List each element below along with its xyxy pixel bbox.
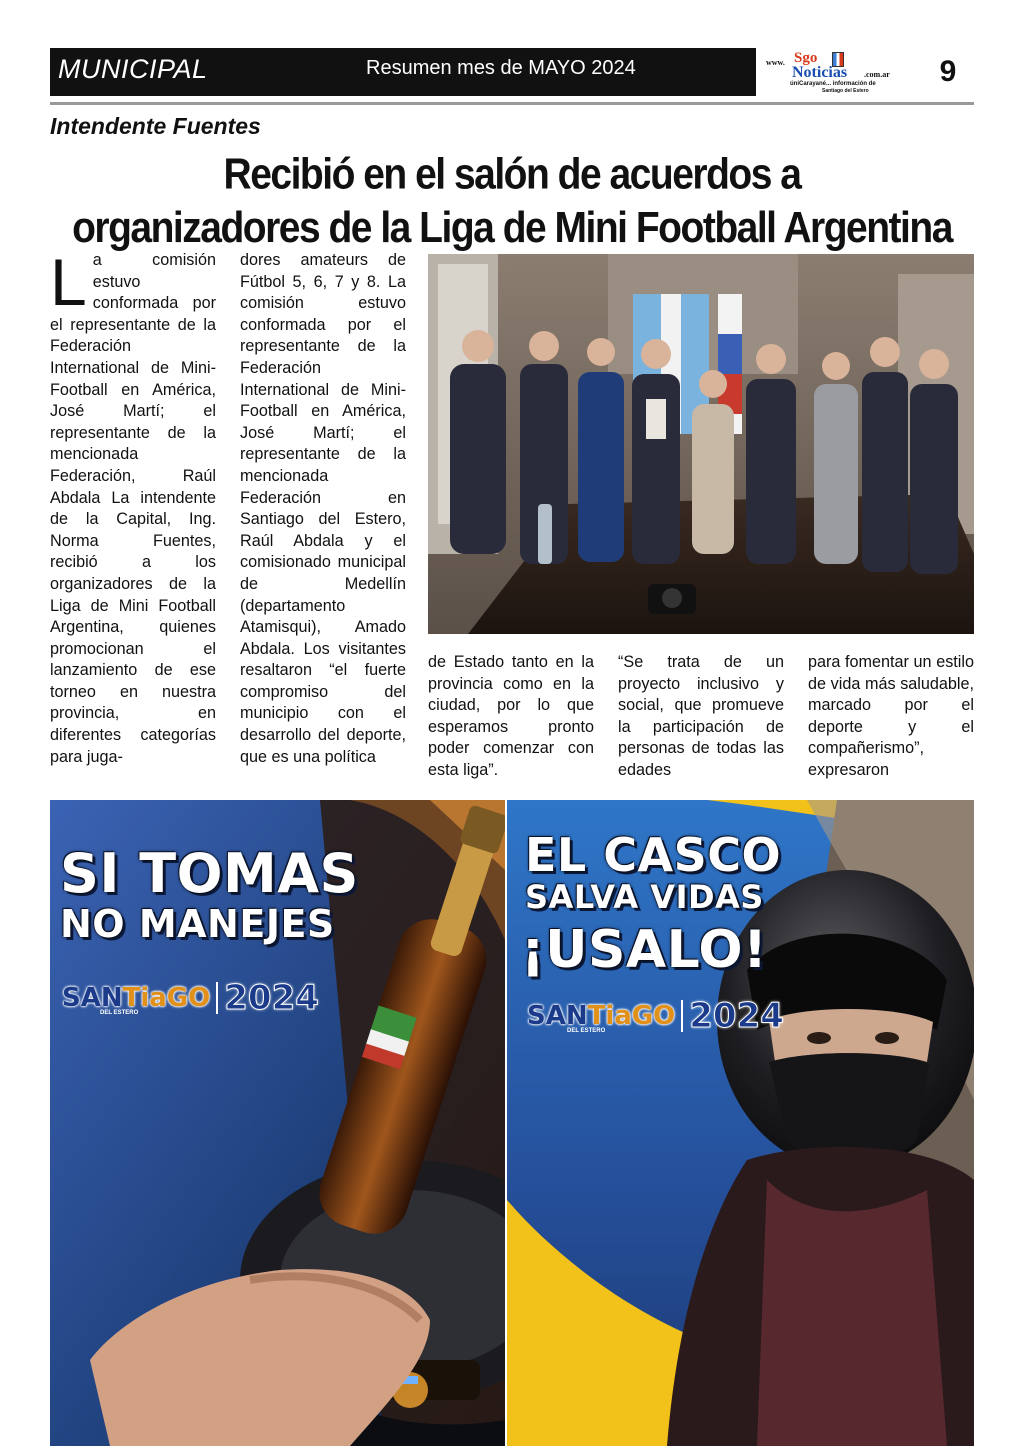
ad-2-brand-name xyxy=(527,1001,675,1031)
article-column-5: para fomentar un estilo de vida más saludable, marcado por el deporte y el compañerismo”, expresaron xyxy=(808,653,974,779)
ad-1-brand-sub: DEL ESTERO xyxy=(100,1010,139,1016)
publication-logo xyxy=(762,50,918,94)
column-1-text: a comisión estuvo conformada por el representante de la Federación International de Mini-Football en América, José Martí; el representante de la mencionada Federación, Raúl Abdala La intendente de la Capital, Ing. Norma Fuentes, recibió a los organizadores de la Liga de Mini Football Argentina, quienes promocionan el lanzamiento de ese torneo en nuestra provincia, en diferentes categorías para juga- xyxy=(50,251,216,766)
ad-1-line-1: SI TOMAS xyxy=(60,842,359,905)
section-label: MUNICIPAL xyxy=(58,54,208,84)
article-column-2: dores amateurs de Fútbol 5, 6, 7 y 8. La comisión estuvo conformada por el representante de la Federación International de Mini-Football en América, José Martí; el representante de la mencionada Federación en Santiago del Estero, Raúl Abdala y el comisionado municipal de Medellín (departamento Atamisqui), Amado Abdala. Los visitantes resaltaron “el fuerte compromiso del municipio con el desarrollo del deporte, que es una política xyxy=(240,251,406,766)
ad-1-brand-name xyxy=(62,983,210,1013)
ad-helmet xyxy=(507,800,974,1446)
logo-www: www. xyxy=(766,58,785,67)
header-bar xyxy=(50,48,756,96)
ad-2-brand xyxy=(527,996,784,1036)
ad-2-line-1: EL CASCO xyxy=(525,828,782,882)
logo-tagline: úniCarayané... información de xyxy=(790,81,876,87)
article-column-3: de Estado tanto en la provincia como en la ciudad, por lo que esperamos pronto poder comenzar con esta liga”. xyxy=(428,653,594,779)
ad-2-brand-b: TiaGO xyxy=(587,1001,676,1031)
ad-2-line-3: ¡USALO! xyxy=(521,920,768,980)
ad-2-brand-year: 2024 xyxy=(689,996,784,1036)
logo-tagline-2: Santiago del Estero xyxy=(822,88,869,94)
page-number: 9 xyxy=(939,55,957,88)
ad-drink-driving xyxy=(50,800,505,1446)
ad-2-brand-sub: DEL ESTERO xyxy=(567,1028,606,1034)
ad-2-brand-separator xyxy=(681,1000,683,1032)
header-divider xyxy=(50,102,974,105)
article-kicker: Intendente Fuentes xyxy=(50,113,261,139)
ad-1-line-2: NO MANEJES xyxy=(60,902,335,946)
page-header xyxy=(50,48,974,96)
ad-1-brand-a: SAN xyxy=(62,983,123,1013)
issue-label: Resumen mes de MAYO 2024 xyxy=(366,57,636,79)
logo-sgo: Sgo xyxy=(794,50,818,66)
ad-1-brand-b: TiaGO xyxy=(122,983,211,1013)
logo-domain: .com.ar xyxy=(864,70,890,79)
drop-cap: L xyxy=(50,245,87,319)
ad-1-brand-separator xyxy=(216,982,218,1014)
article-photo xyxy=(428,254,974,634)
ad-2-line-2: SALVA VIDAS xyxy=(525,878,764,916)
title-line-2: organizadores de la Liga de Mini Football Argentina xyxy=(72,204,952,253)
article-column-4: “Se trata de un proyecto inclusivo y social, que promueve la participación de personas de todas las edades xyxy=(618,653,784,779)
group-photo-illustration xyxy=(428,254,974,634)
logo-noticias: Noticias xyxy=(792,64,848,81)
ad-1-brand-year: 2024 xyxy=(224,978,319,1018)
title-line-1: Recibió en el salón de acuerdos a xyxy=(223,150,801,199)
article-title xyxy=(50,148,974,256)
ad-2-brand-a: SAN xyxy=(527,1001,588,1031)
article-column-1 xyxy=(50,245,216,768)
